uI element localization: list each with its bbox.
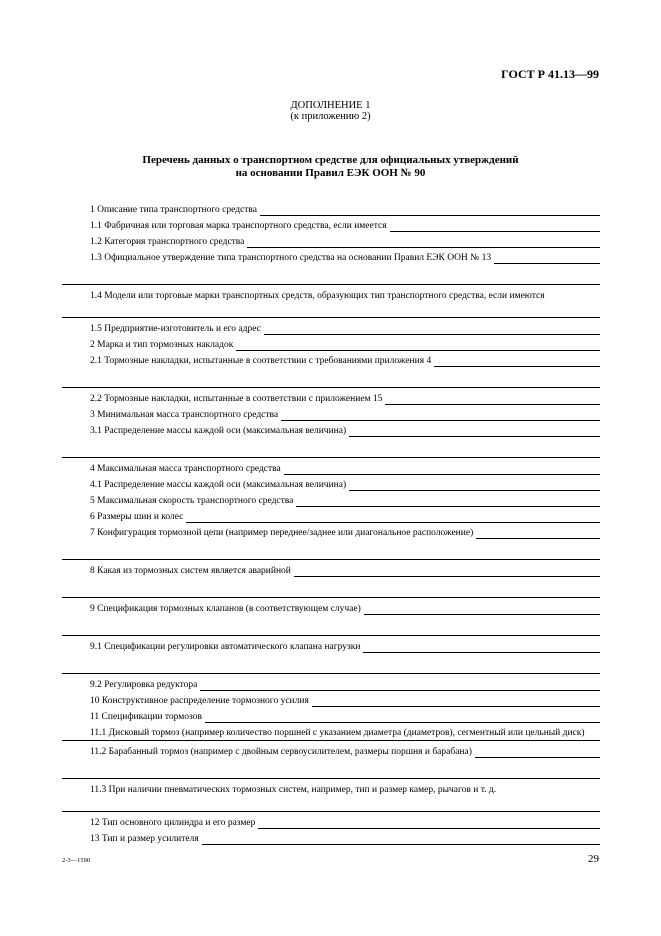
form-item-label: 6 Размеры шин и колес bbox=[90, 512, 184, 522]
form-item-label: 12 Тип основного цилиндра и его размер bbox=[90, 818, 256, 828]
fill-in-line[interactable] bbox=[312, 697, 600, 707]
fill-in-line[interactable] bbox=[62, 302, 600, 318]
form-item-label: 1.3 Официальное утверждение типа транспортного средства на основании Правил ЕЭК ООН № 13 bbox=[90, 253, 492, 263]
form-item bbox=[62, 291, 600, 302]
form-item-label: 4.1 Распределение массы каждой оси (максимальная величина) bbox=[90, 480, 347, 490]
form-item bbox=[62, 512, 600, 528]
form-item-label: 2.1 Тормозные накладки, испытанные в соответствии с требованиями приложения 4 bbox=[90, 356, 432, 366]
fill-in-line[interactable] bbox=[62, 372, 600, 388]
title-line-1: Перечень данных о транспортном средстве для официальных утверждений bbox=[142, 154, 519, 166]
fill-in-line[interactable] bbox=[363, 643, 600, 653]
form-item-label: 1 Описание типа транспортного средства bbox=[90, 205, 257, 215]
form-item-label: 10 Конструктивное распределение тормозного усилия bbox=[90, 696, 309, 706]
form-item bbox=[62, 566, 600, 582]
fill-in-line[interactable] bbox=[364, 605, 600, 615]
fill-in-line[interactable] bbox=[281, 411, 600, 421]
form-item-label: 9 Спецификация тормозных клапанов (в соответствующем случае) bbox=[90, 604, 361, 614]
form-item bbox=[62, 728, 600, 739]
fill-in-line[interactable] bbox=[284, 465, 600, 475]
footer-code: 2-3—1590 bbox=[62, 857, 91, 864]
fill-in-line[interactable] bbox=[62, 544, 600, 560]
supplement-subtitle: (к приложению 2) bbox=[290, 111, 371, 122]
form-item bbox=[62, 642, 600, 658]
fill-in-line[interactable] bbox=[62, 269, 600, 285]
form-item bbox=[62, 205, 600, 221]
form-item-label: 1.1 Фабричная или торговая марка транспортного средства, если имеется bbox=[90, 221, 387, 231]
form-item-label: 2.2 Тормозные накладки, испытанные в соответствии с приложением 15 bbox=[90, 394, 383, 404]
form-item bbox=[62, 237, 600, 253]
fill-in-line[interactable] bbox=[186, 513, 600, 523]
fill-in-line[interactable] bbox=[385, 395, 600, 405]
form-item-label: 3.1 Распределение массы каждой оси (максимальная величина) bbox=[90, 426, 347, 436]
fill-in-line[interactable] bbox=[296, 497, 600, 507]
fill-in-line[interactable] bbox=[62, 763, 600, 779]
form-item bbox=[62, 496, 600, 512]
fill-in-line[interactable] bbox=[62, 582, 600, 598]
form-item-label: 1.4 Модели или торговые марки транспортных средств, образующих тип транспортного средства, если имеются bbox=[90, 291, 545, 301]
form-item-label: 11.2 Барабанный тормоз (например с двойным сервоусилителем, размеры поршня и барабана) bbox=[90, 747, 472, 757]
form-item-label: 7 Конфигурация тормозной цепи (например переднее/заднее или диагональное расположение) bbox=[90, 528, 474, 538]
page-number: 29 bbox=[588, 853, 599, 865]
fill-in-line[interactable] bbox=[349, 427, 600, 437]
form-item-label: 11.3 При наличии пневматических тормозных систем, например, тип и размер камер, рычагов и т. д. bbox=[90, 785, 497, 795]
form-item bbox=[62, 747, 600, 763]
form-item bbox=[62, 253, 600, 269]
fill-in-line[interactable] bbox=[264, 325, 600, 335]
form-item bbox=[62, 356, 600, 372]
form-item bbox=[62, 480, 600, 496]
form-item bbox=[62, 604, 600, 620]
fill-in-line[interactable] bbox=[494, 254, 600, 264]
form-item bbox=[62, 712, 600, 728]
fill-in-line[interactable] bbox=[349, 481, 600, 491]
form-item bbox=[62, 785, 600, 796]
document-code: ГОСТ Р 41.13—99 bbox=[501, 67, 599, 81]
form-item-label: 1.5 Предприятие-изготовитель и его адрес bbox=[90, 324, 261, 334]
fill-in-line[interactable] bbox=[62, 796, 600, 812]
fill-in-line[interactable] bbox=[62, 442, 600, 458]
form-item bbox=[62, 834, 600, 850]
form-item bbox=[62, 410, 600, 426]
fill-in-line[interactable] bbox=[205, 713, 600, 723]
form-item-label: 3 Минимальная масса транспортного средства bbox=[90, 410, 279, 420]
form-item bbox=[62, 394, 600, 410]
fill-in-line[interactable] bbox=[475, 748, 600, 758]
form-item bbox=[62, 818, 600, 834]
fill-in-line[interactable] bbox=[294, 567, 600, 577]
fill-in-line[interactable] bbox=[258, 819, 600, 829]
form-item bbox=[62, 464, 600, 480]
supplement-title: ДОПОЛНЕНИЕ 1 bbox=[290, 100, 371, 111]
form-item-label: 2 Марка и тип тормозных накладок bbox=[90, 340, 234, 350]
form-item-label: 9.1 Спецификации регулировки автоматического клапана нагрузки bbox=[90, 642, 361, 652]
form-item bbox=[62, 696, 600, 712]
form-item-label: 1.2 Категория транспортного средства bbox=[90, 237, 245, 247]
supplement-heading bbox=[0, 100, 661, 122]
form-item-label: 11 Спецификации тормозов bbox=[90, 712, 202, 722]
form-item-label: 11.1 Дисковый тормоз (например количество поршней с указанием диаметра (диаметров), сегментный или цельный диск) bbox=[90, 728, 585, 738]
fill-in-line[interactable] bbox=[236, 341, 600, 351]
fill-in-line[interactable] bbox=[390, 222, 600, 232]
fill-in-line[interactable] bbox=[62, 658, 600, 674]
fill-in-line[interactable] bbox=[200, 681, 600, 691]
document-title bbox=[0, 154, 661, 180]
fill-in-line[interactable] bbox=[260, 206, 600, 216]
form-item-label: 9.2 Регулировка редуктора bbox=[90, 680, 198, 690]
form-item bbox=[62, 426, 600, 442]
form-item bbox=[62, 340, 600, 356]
title-line-2: на основании Правил ЕЭК ООН № 90 bbox=[235, 167, 426, 179]
form-item-label: 13 Тип и размер усилителя bbox=[90, 834, 199, 844]
form-item-label: 8 Какая из тормозных систем является аварийной bbox=[90, 566, 291, 576]
form-item bbox=[62, 528, 600, 544]
form-items-list bbox=[62, 205, 600, 850]
form-item-label: 4 Максимальная масса транспортного средства bbox=[90, 464, 281, 474]
form-item bbox=[62, 680, 600, 696]
fill-in-line[interactable] bbox=[202, 835, 600, 845]
form-item-label: 5 Максимальная скорость транспортного средства bbox=[90, 496, 294, 506]
fill-in-line[interactable] bbox=[434, 357, 600, 367]
fill-in-line[interactable] bbox=[476, 529, 600, 539]
form-item bbox=[62, 221, 600, 237]
fill-in-line[interactable] bbox=[247, 238, 600, 248]
form-item bbox=[62, 324, 600, 340]
fill-in-line[interactable] bbox=[62, 620, 600, 636]
